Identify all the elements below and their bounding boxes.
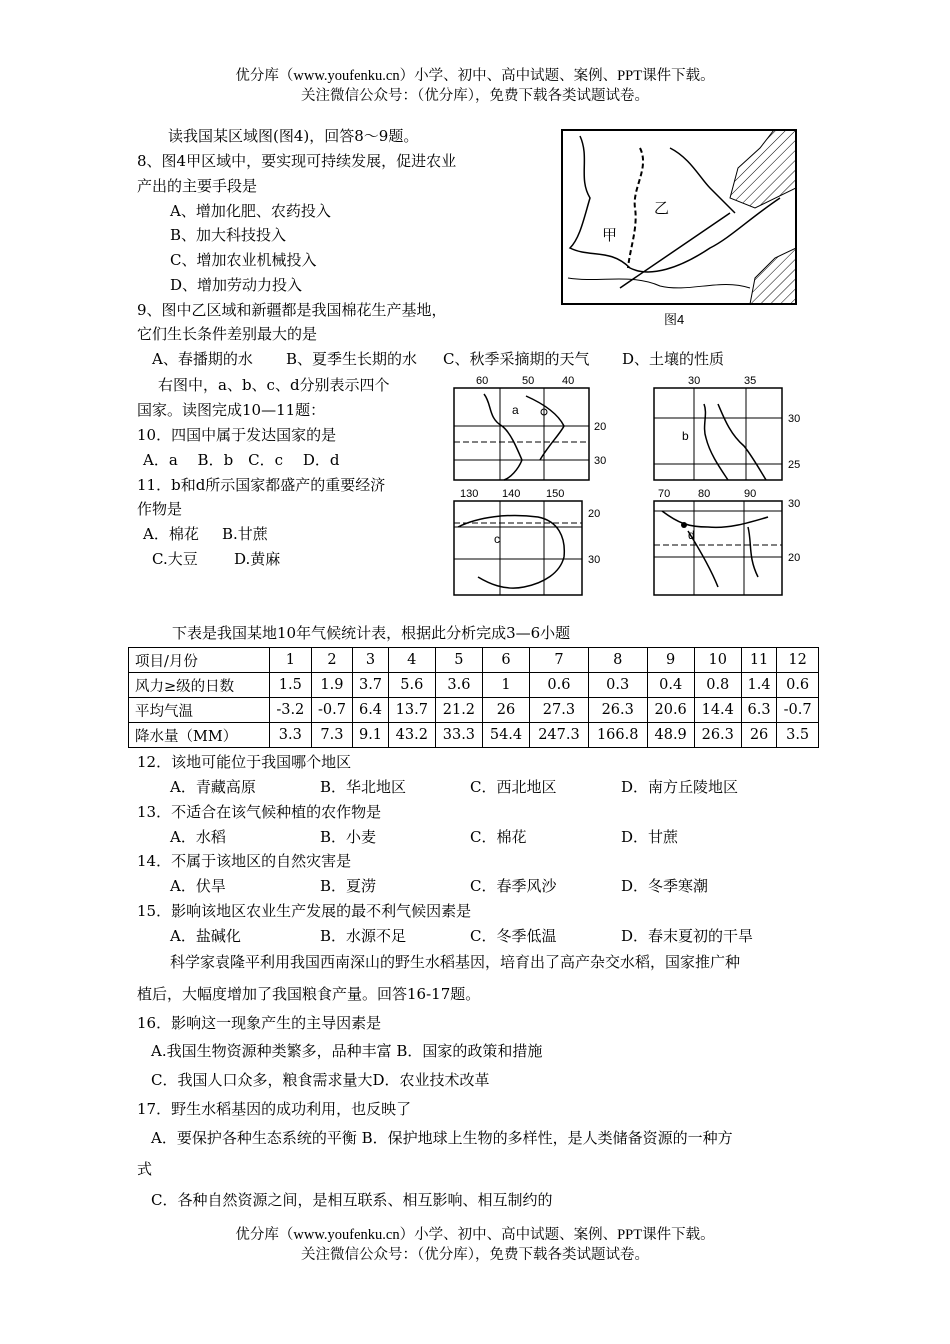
table-month: 6 bbox=[482, 648, 529, 673]
table-cell: 247.3 bbox=[530, 723, 589, 748]
q11-option-c: C.大豆 bbox=[152, 550, 198, 568]
table-cell: 3.7 bbox=[353, 673, 388, 698]
map-c bbox=[448, 487, 618, 599]
map-a-tick-right-1: 20 bbox=[594, 421, 607, 433]
table-cell: 0.6 bbox=[530, 673, 589, 698]
q13-option-a: A．水稻 bbox=[170, 828, 226, 846]
table-cell: 0.6 bbox=[777, 673, 819, 698]
map-a-tick-top-3: 40 bbox=[562, 375, 575, 387]
q8-stem-2: 产出的主要手段是 bbox=[137, 177, 258, 195]
q15-option-b: B．水源不足 bbox=[320, 927, 407, 945]
q14-option-b: B．夏涝 bbox=[320, 877, 377, 895]
q17-options-line-3: C．各种自然资源之间，是相互联系、相互影响、相互制约的 bbox=[151, 1191, 553, 1209]
q9-option-a: A、春播期的水 bbox=[152, 350, 253, 368]
q17-options-line-1: A．要保护各种生态系统的平衡 B．保护地球上生物的多样性，是人类储备资源的一种方 bbox=[151, 1129, 733, 1147]
map-b-tick-top-2: 35 bbox=[744, 375, 757, 387]
map-c-tick-top-3: 150 bbox=[546, 488, 565, 500]
q16-options-line-1: A.我国生物资源种类繁多，品种丰富 B．国家的政策和措施 bbox=[151, 1042, 543, 1060]
map-b-tick-top-1: 30 bbox=[688, 375, 701, 387]
q8-option-d: D、增加劳动力投入 bbox=[170, 276, 303, 294]
table-month: 10 bbox=[694, 648, 741, 673]
q16-stem: 16．影响这一现象产生的主导因素是 bbox=[137, 1014, 382, 1032]
table-month: 9 bbox=[647, 648, 694, 673]
table-month: 2 bbox=[311, 648, 353, 673]
q12-option-d: D．南方丘陵地区 bbox=[621, 778, 739, 796]
table-row-label: 风力≥级的日数 bbox=[129, 673, 270, 698]
q12-option-c: C．西北地区 bbox=[470, 778, 557, 796]
table-cell: 43.2 bbox=[388, 723, 435, 748]
q12-stem: 12．该地可能位于我国哪个地区 bbox=[137, 753, 352, 771]
table-cell: -0.7 bbox=[777, 698, 819, 723]
q9-stem-2: 它们生长条件差别最大的是 bbox=[137, 325, 318, 343]
map4-label-jia: 甲 bbox=[602, 227, 618, 244]
table-row-label: 平均气温 bbox=[129, 698, 270, 723]
table-row-label: 降水量（MM） bbox=[129, 723, 270, 748]
table-cell: 54.4 bbox=[482, 723, 529, 748]
q9-option-d: D、土壤的性质 bbox=[622, 350, 725, 368]
map-b-frame bbox=[654, 388, 782, 480]
table-row-wind bbox=[129, 673, 819, 698]
q13-stem: 13．不适合在该气候种植的农作物是 bbox=[137, 803, 382, 821]
q16-options-line-2: C．我国人口众多，粮食需求量大D．农业技术改革 bbox=[151, 1071, 490, 1089]
table-month: 7 bbox=[530, 648, 589, 673]
header-line-2: 关注微信公众号：（优分库），免费下载各类试题试卷。 bbox=[301, 88, 649, 104]
q9-option-b: B、夏季生长期的水 bbox=[286, 350, 418, 368]
table-cell: 20.6 bbox=[647, 698, 694, 723]
map-c-tick-top-1: 130 bbox=[460, 488, 479, 500]
map-d-tick-top-2: 80 bbox=[698, 488, 711, 500]
q12-option-a: A．青藏高原 bbox=[170, 778, 256, 796]
q11-option-d: D.黄麻 bbox=[234, 550, 281, 568]
map-c-letter: c bbox=[494, 532, 500, 546]
map4-label-yi: 乙 bbox=[654, 200, 670, 217]
table-month: 8 bbox=[588, 648, 647, 673]
q12-option-b: B．华北地区 bbox=[320, 778, 407, 796]
table-header-row bbox=[129, 648, 819, 673]
table-cell: 3.6 bbox=[435, 673, 482, 698]
map-a bbox=[448, 374, 618, 484]
q8-option-a: A、增加化肥、农药投入 bbox=[170, 202, 331, 220]
q15-stem: 15．影响该地区农业生产发展的最不利气候因素是 bbox=[137, 902, 472, 920]
q11-stem-2: 作物是 bbox=[137, 500, 183, 518]
q8-option-b: B、加大科技投入 bbox=[170, 226, 287, 244]
q8-option-c: C、增加农业机械投入 bbox=[170, 251, 317, 269]
table-cell: 1.5 bbox=[270, 673, 312, 698]
map-d bbox=[648, 487, 813, 599]
table-cell: 1.4 bbox=[741, 673, 776, 698]
table-cell: -0.7 bbox=[311, 698, 353, 723]
table-cell: 0.8 bbox=[694, 673, 741, 698]
map-c-tick-right-2: 30 bbox=[588, 554, 601, 566]
table-cell: 0.3 bbox=[588, 673, 647, 698]
map-a-tick-right-2: 30 bbox=[594, 455, 607, 467]
table-cell: 14.4 bbox=[694, 698, 741, 723]
table-cell: 26 bbox=[741, 723, 776, 748]
q15-option-c: C．冬季低温 bbox=[470, 927, 557, 945]
map-d-city bbox=[681, 522, 687, 528]
table-cell: 3.3 bbox=[270, 723, 312, 748]
table-cell: 33.3 bbox=[435, 723, 482, 748]
table-cell: 21.2 bbox=[435, 698, 482, 723]
climate-table bbox=[128, 647, 819, 748]
map-b bbox=[648, 374, 813, 484]
map-d-frame bbox=[654, 501, 782, 595]
map-a-tick-top-1: 60 bbox=[476, 375, 489, 387]
q14-option-d: D．冬季寒潮 bbox=[621, 877, 709, 895]
map-a-letter: a bbox=[512, 403, 519, 417]
map4-caption: 图4 bbox=[664, 312, 685, 327]
map-d-tick-top-1: 70 bbox=[658, 488, 671, 500]
table-cell: 166.8 bbox=[588, 723, 647, 748]
map-d-border bbox=[662, 511, 768, 587]
table-cell: 1.9 bbox=[311, 673, 353, 698]
q14-stem: 14．不属于该地区的自然灾害是 bbox=[137, 852, 352, 870]
table-month: 11 bbox=[741, 648, 776, 673]
map-a-tick-top-2: 50 bbox=[522, 375, 535, 387]
q17-stem: 17．野生水稻基因的成功利用，也反映了 bbox=[137, 1100, 412, 1118]
map-c-coast bbox=[458, 515, 564, 588]
q9-stem-1: 9、图中乙区域和新疆都是我国棉花生产基地， bbox=[137, 301, 447, 319]
q11-option-b: B.甘蔗 bbox=[222, 525, 268, 543]
q11-stem-1: 11．b和d所示国家都盛产的重要经济 bbox=[137, 476, 386, 494]
footer-line-1: 优分库（www.youfenku.cn）小学、初中、高中试题、案例、PPT课件下载。 bbox=[235, 1227, 715, 1243]
figure-4-map bbox=[560, 128, 800, 330]
map-d-tick-top-3: 90 bbox=[744, 488, 757, 500]
table-month: 3 bbox=[353, 648, 388, 673]
map-a-frame bbox=[454, 388, 589, 480]
table-cell: 27.3 bbox=[530, 698, 589, 723]
table-cell: 6.3 bbox=[741, 698, 776, 723]
intro-8-9: 读我国某区域图(图4)，回答8～9题。 bbox=[168, 127, 419, 145]
table-cell: 26 bbox=[482, 698, 529, 723]
map-d-letter: d bbox=[688, 528, 695, 542]
intro-16-17-line-1: 科学家袁隆平利用我国西南深山的野生水稻基因，培育出了高产杂交水稻，国家推广种 bbox=[170, 953, 741, 971]
table-row-temperature bbox=[129, 698, 819, 723]
table-cell: 9.1 bbox=[353, 723, 388, 748]
table-cell: 26.3 bbox=[588, 698, 647, 723]
table-cell: -3.2 bbox=[270, 698, 312, 723]
table-month: 4 bbox=[388, 648, 435, 673]
map-b-tick-right-2: 25 bbox=[788, 459, 801, 471]
q14-option-c: C．春季风沙 bbox=[470, 877, 557, 895]
q13-option-d: D．甘蔗 bbox=[621, 828, 679, 846]
map-b-border bbox=[704, 404, 766, 480]
map-c-tick-top-2: 140 bbox=[502, 488, 521, 500]
table-month: 1 bbox=[270, 648, 312, 673]
map-d-tick-right-1: 30 bbox=[788, 498, 801, 510]
q14-option-a: A．伏旱 bbox=[170, 877, 226, 895]
table-header-label: 项目/月份 bbox=[129, 648, 270, 673]
table-cell: 1 bbox=[482, 673, 529, 698]
table-intro: 下表是我国某地10年气候统计表，根据此分析完成3—6小题 bbox=[172, 624, 571, 642]
table-cell: 6.4 bbox=[353, 698, 388, 723]
table-cell: 13.7 bbox=[388, 698, 435, 723]
map-c-tick-right-1: 20 bbox=[588, 508, 601, 520]
table-month: 5 bbox=[435, 648, 482, 673]
q13-option-b: B．小麦 bbox=[320, 828, 377, 846]
q17-options-line-2: 式 bbox=[137, 1160, 153, 1178]
q15-option-d: D．春末夏初的干旱 bbox=[621, 927, 754, 945]
table-cell: 5.6 bbox=[388, 673, 435, 698]
table-cell: 48.9 bbox=[647, 723, 694, 748]
q15-option-a: A．盐碱化 bbox=[170, 927, 241, 945]
intro-16-17-line-2: 植后，大幅度增加了我国粮食产量。回答16-17题。 bbox=[137, 985, 481, 1003]
table-month: 12 bbox=[777, 648, 819, 673]
intro-10-11-line-2: 国家。读图完成10—11题： bbox=[137, 401, 326, 419]
table-cell: 0.4 bbox=[647, 673, 694, 698]
map-d-tick-right-2: 20 bbox=[788, 552, 801, 564]
q13-option-c: C．棉花 bbox=[470, 828, 527, 846]
q11-option-a: A．棉花 bbox=[143, 525, 199, 543]
map-b-tick-right-1: 30 bbox=[788, 413, 801, 425]
q8-stem-1: 8、图4甲区域中，要实现可持续发展，促进农业 bbox=[137, 152, 457, 170]
footer-line-2: 关注微信公众号：（优分库），免费下载各类试题试卷。 bbox=[301, 1247, 649, 1263]
q10-stem: 10．四国中属于发达国家的是 bbox=[137, 426, 337, 444]
table-cell: 7.3 bbox=[311, 723, 353, 748]
header-line-1: 优分库（www.youfenku.cn）小学、初中、高中试题、案例、PPT课件下载。 bbox=[235, 68, 715, 84]
table-row-precipitation bbox=[129, 723, 819, 748]
table-cell: 26.3 bbox=[694, 723, 741, 748]
q9-option-c: C、秋季采摘期的天气 bbox=[443, 350, 590, 368]
intro-10-11-line-1: 右图中，a、b、c、d分别表示四个 bbox=[158, 376, 390, 394]
table-cell: 3.5 bbox=[777, 723, 819, 748]
map-a-border bbox=[484, 394, 564, 480]
q10-options: A．a B．b C．c D．d bbox=[143, 451, 340, 469]
map-b-letter: b bbox=[682, 429, 689, 443]
